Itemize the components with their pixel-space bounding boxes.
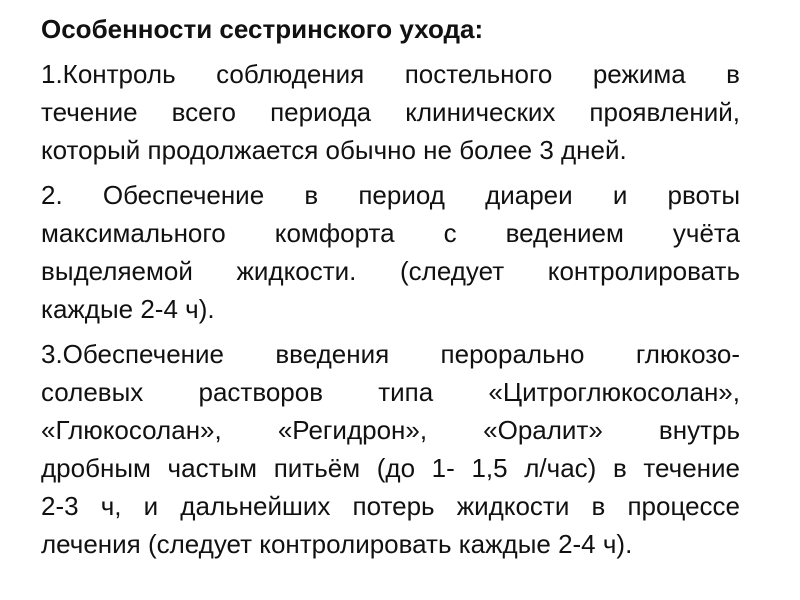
- paragraph-1-line-2: течение всего периода клинических проявлений,: [41, 97, 740, 127]
- paragraph-3-line-1: 3.Обеспечение введения перорально глюкозо-: [41, 339, 740, 369]
- paragraph-3: [41, 335, 740, 563]
- paragraph-1-line-3: который продолжается обычно не более 3 дней.: [41, 135, 627, 165]
- paragraph-3-line-3: «Глюкосолан», «Регидрон», «Оралит» внутрь: [41, 415, 740, 445]
- paragraph-3-line-5: 2-3 ч, и дальнейших потерь жидкости в процессе: [41, 491, 740, 521]
- paragraph-2-line-1: 2. Обеспечение в период диареи и рвоты: [41, 180, 740, 210]
- paragraph-2-line-4: каждые 2-4 ч).: [41, 294, 215, 324]
- heading: Особенности сестринского ухода:: [41, 14, 484, 44]
- paragraph-3-line-2: солевых растворов типа «Цитроглюкосолан»,: [41, 377, 740, 407]
- paragraph-2-line-3: выделяемой жидкости. (следует контролировать: [41, 256, 740, 286]
- paragraph-2-line-2: максимального комфорта с ведением учёта: [41, 218, 740, 248]
- paragraph-3-line-6: лечения (следует контролировать каждые 2-4 ч).: [41, 529, 633, 559]
- paragraph-1-line-1: 1.Контроль соблюдения постельного режима в: [41, 59, 740, 89]
- paragraph-2: [41, 176, 740, 328]
- paragraph-3-line-4: дробным частым питьём (до 1- 1,5 л/час) в течение: [41, 453, 740, 483]
- paragraph-1: [41, 55, 740, 169]
